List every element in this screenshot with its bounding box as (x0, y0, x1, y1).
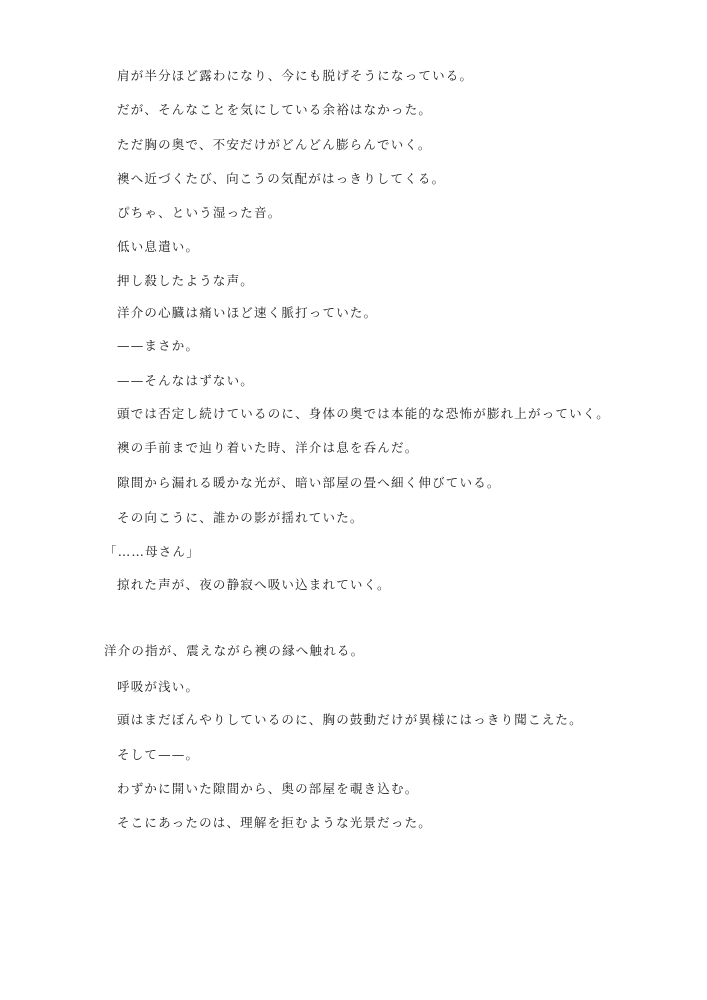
text-line: 押し殺したような声。 (117, 273, 255, 288)
text-line: 襖の手前まで辿り着いた時、洋介は息を呑んだ。 (117, 440, 419, 455)
text-line: そこにあったのは、理解を拒むような光景だった。 (117, 815, 432, 830)
text-line: 襖へ近づくたび、向こうの気配がはっきりしてくる。 (117, 171, 446, 186)
text-line: だが、そんなことを気にしている余裕はなかった。 (117, 102, 433, 117)
text-line: 頭はまだぼんやりしているのに、胸の鼓動だけが異様にはっきり聞こえた。 (117, 712, 583, 727)
text-line: 隙間から漏れる暖かな光が、暗い部屋の畳へ細く伸びている。 (117, 475, 501, 490)
text-line: 呼吸が浅い。 (117, 679, 200, 694)
dialogue-line: 「……母さん」 (104, 544, 200, 559)
text-line: わずかに開いた隙間から、奥の部屋を覗き込む。 (117, 781, 419, 796)
text-line: そして——。 (117, 747, 200, 762)
text-line: ただ胸の奥で、不安だけがどんどん膨らんでいく。 (117, 137, 432, 152)
text-line: 洋介の指が、震えながら襖の縁へ触れる。 (104, 643, 365, 658)
text-line: ぴちゃ、という湿った音。 (117, 205, 282, 220)
text-line: 洋介の心臓は痛いほど速く脈打っていた。 (117, 305, 378, 320)
text-line: ——そんなはずない。 (117, 373, 255, 388)
text-line: 掠れた声が、夜の静寂へ吸い込まれていく。 (117, 577, 391, 592)
text-line: 肩が半分ほど露わになり、今にも脱げそうになっている。 (117, 68, 474, 83)
text-line: ——まさか。 (117, 338, 200, 353)
text-line: 低い息遣い。 (117, 239, 200, 254)
text-line: 頭では否定し続けているのに、身体の奥では本能的な恐怖が膨れ上がっていく。 (117, 406, 610, 421)
text-line: その向こうに、誰かの影が揺れていた。 (117, 510, 364, 525)
